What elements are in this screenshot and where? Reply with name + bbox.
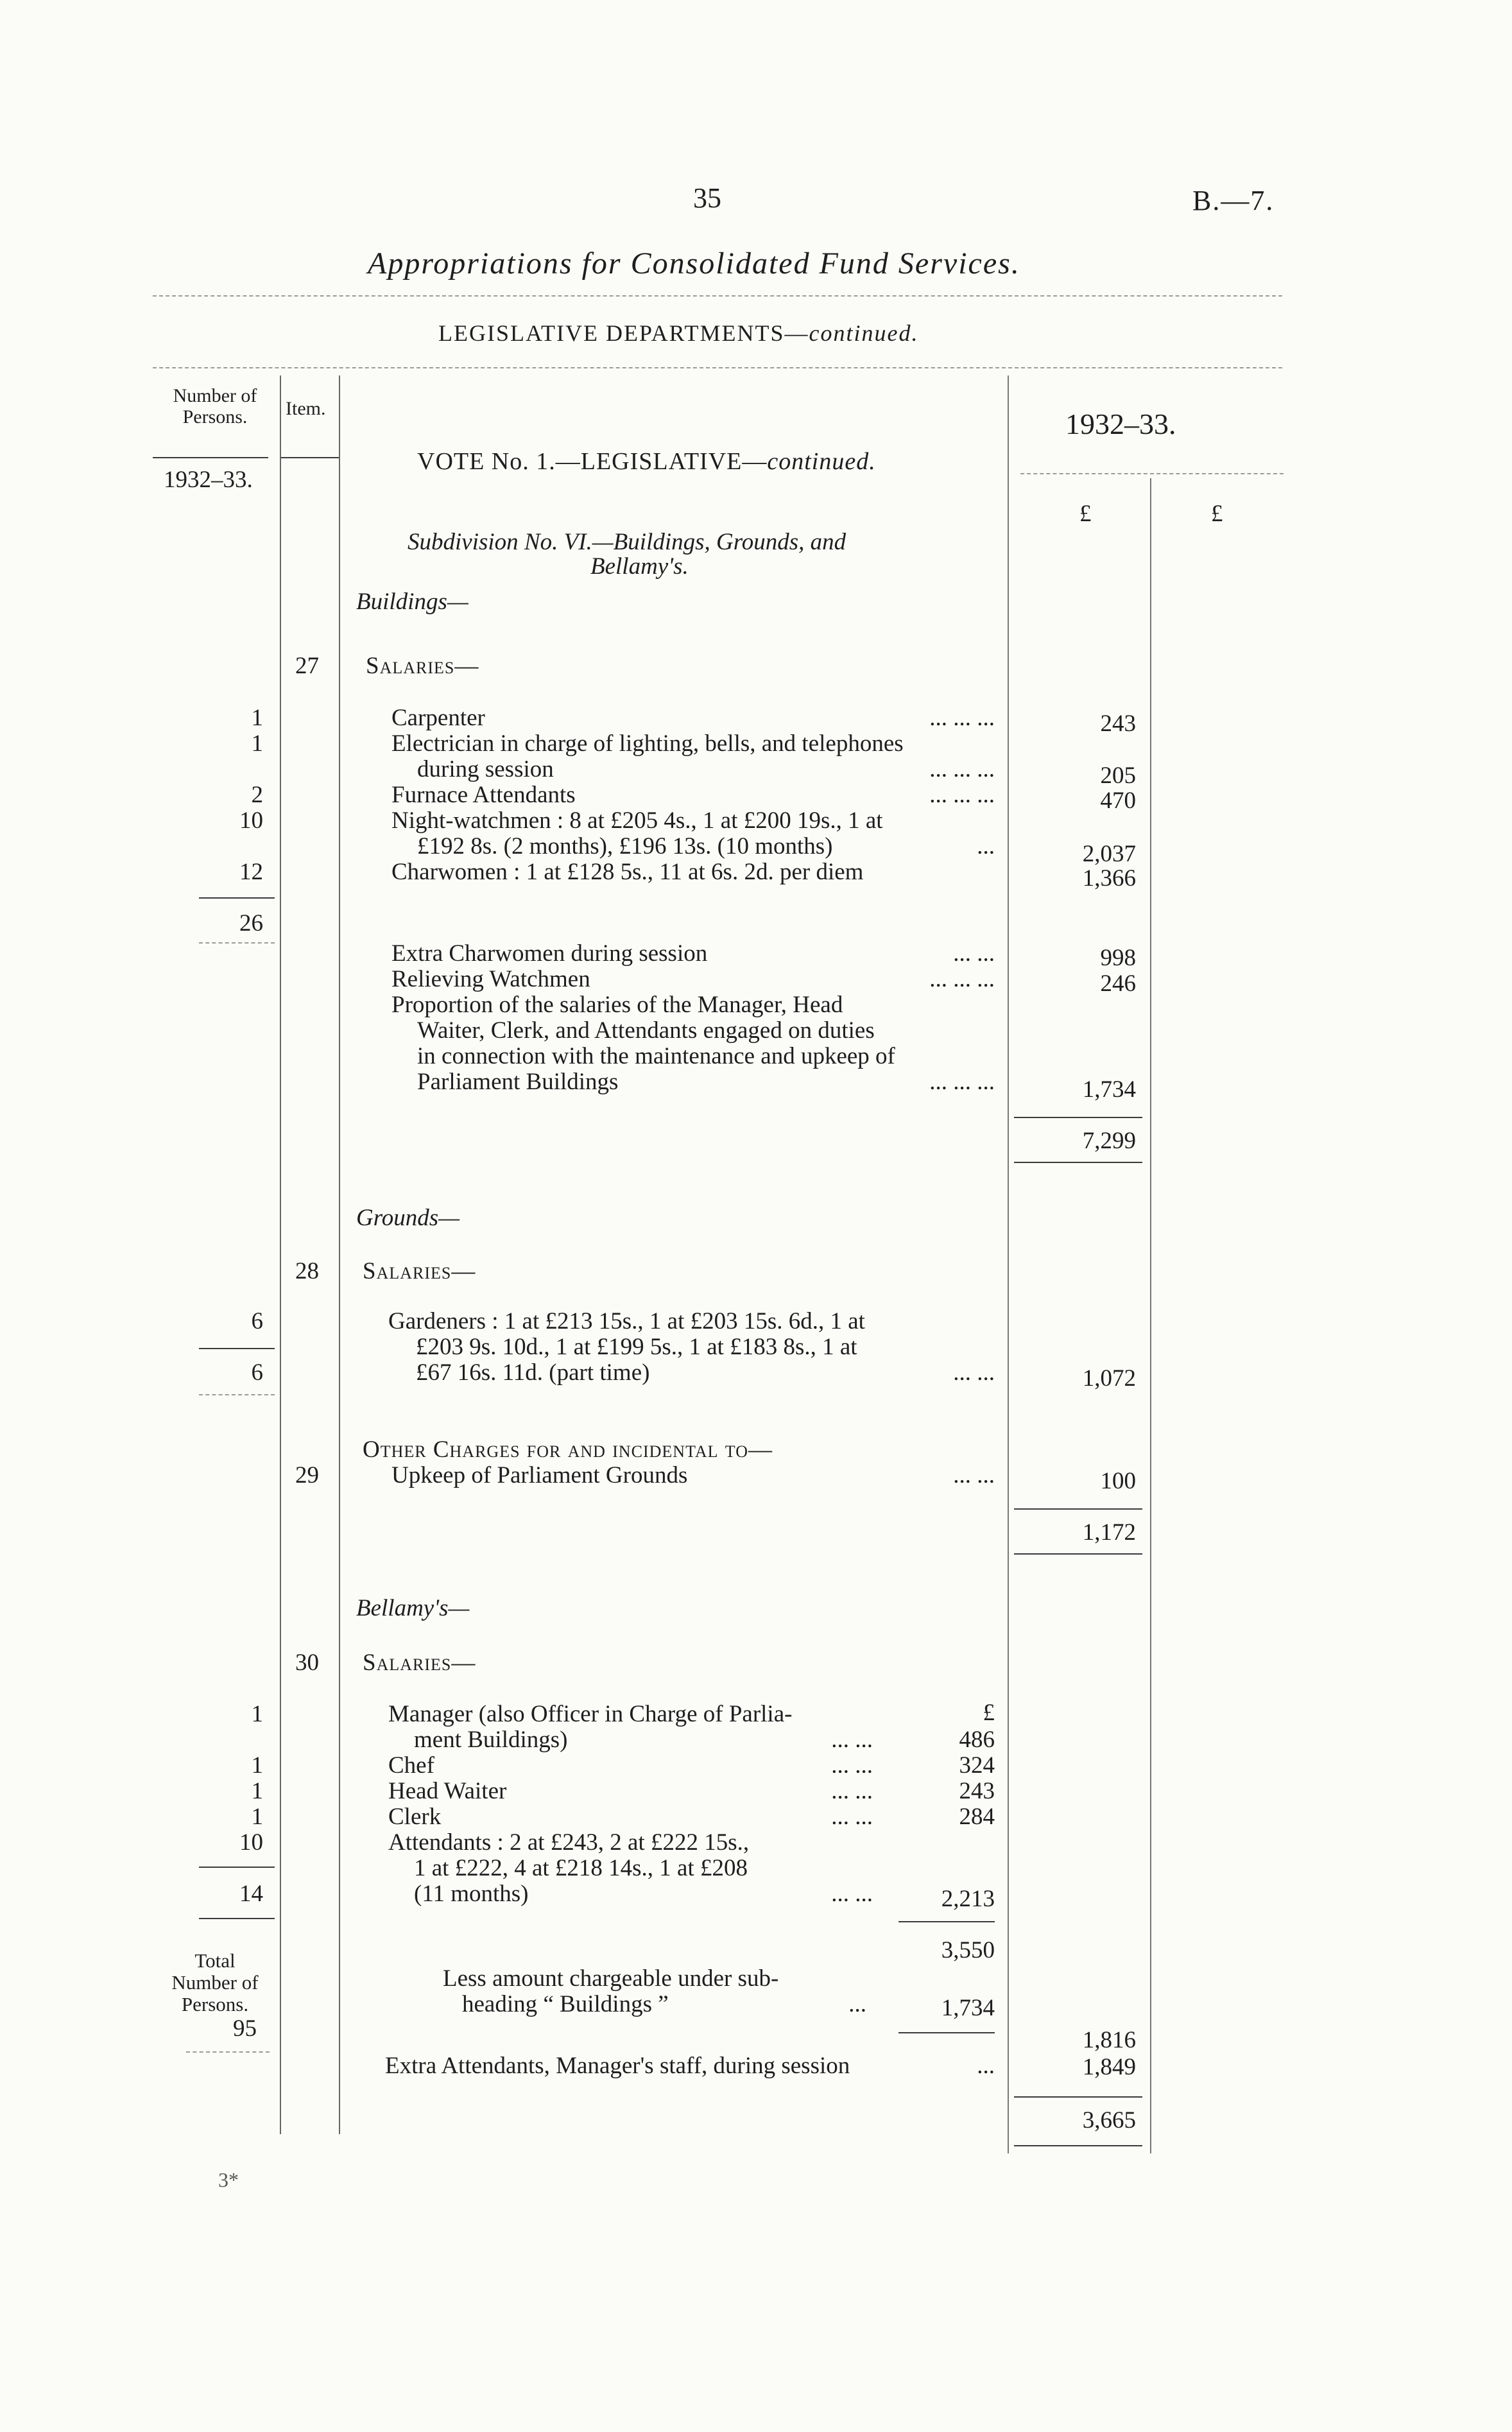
persons-count: 1 — [251, 1778, 263, 1804]
item-description: £67 16s. 11d. (part time) — [416, 1359, 650, 1386]
leader-dots: ... ... — [831, 1778, 873, 1804]
subdivision-heading-line2: Bellamy's. — [590, 553, 689, 580]
leader-dots: ... — [977, 833, 995, 859]
item-description: (11 months) — [414, 1881, 529, 1907]
persons-count: 1 — [251, 1752, 263, 1779]
persons-count: 1 — [251, 730, 263, 757]
item-description: during session — [417, 756, 554, 782]
leader-dots: ... ... ... — [929, 705, 995, 731]
total-rule — [1014, 2145, 1142, 2146]
item-number-28: 28 — [295, 1258, 319, 1284]
amount: 246 — [1100, 970, 1136, 997]
salaries-label: Salaries— — [366, 653, 479, 679]
extra-attendants-text: Extra Attendants, Manager's staff, during session — [385, 2053, 850, 2079]
persons-count: 1 — [251, 705, 263, 731]
less-amount: 1,734 — [941, 1995, 995, 2021]
amount: 470 — [1100, 788, 1136, 814]
item-number-27: 27 — [295, 653, 319, 679]
item-number-30: 30 — [295, 1650, 319, 1676]
persons-count: 6 — [251, 1308, 263, 1334]
buildings-total: 7,299 — [1082, 1128, 1136, 1154]
item-header: Item. — [286, 398, 326, 419]
vote-heading — [417, 447, 876, 476]
vote-heading-main: VOTE No. 1.—LEGISLATIVE— — [417, 448, 768, 475]
amount: 1,734 — [1082, 1076, 1136, 1103]
amount: 1,849 — [1082, 2054, 1136, 2080]
leader-dots: ... ... ... — [929, 966, 995, 992]
amount: 100 — [1100, 1468, 1136, 1494]
item-description: Carpenter — [391, 705, 485, 731]
section-heading — [438, 320, 918, 347]
item-description: £192 8s. (2 months), £196 13s. (10 months) — [417, 833, 833, 859]
leader-dots: ... ... ... — [929, 756, 995, 782]
leader-dots: ... ... — [953, 1462, 995, 1488]
less-amount-line1: Less amount chargeable under sub- — [443, 1965, 779, 1992]
item-description: Gardeners : 1 at £213 15s., 1 at £203 15s. 6d., 1 at — [388, 1308, 865, 1334]
item-description: Waiter, Clerk, and Attendants engaged on duties — [417, 1017, 875, 1044]
persons-rule — [199, 1918, 275, 1919]
page-number: 35 — [693, 182, 721, 214]
amount: 324 — [959, 1752, 995, 1779]
total-persons-label-2: Number of — [171, 1971, 259, 1994]
item-description: Furnace Attendants — [391, 782, 576, 808]
item-description: Chef — [388, 1752, 434, 1779]
leader-dots: ... ... ... — [929, 782, 995, 808]
persons-rule — [199, 1348, 275, 1349]
less-amount-line2: heading “ Buildings ” — [462, 1991, 669, 2017]
amount: 1,366 — [1082, 865, 1136, 892]
leader-dots: ... — [977, 2053, 995, 2079]
amount: 2,037 — [1082, 841, 1136, 867]
amount: 243 — [1100, 711, 1136, 737]
rule — [281, 457, 340, 458]
total-rule — [1014, 2096, 1142, 2098]
total-rule — [1014, 1162, 1142, 1163]
net-rule — [898, 2032, 995, 2033]
amount: 998 — [1100, 945, 1136, 971]
total-persons: 95 — [233, 2015, 257, 2042]
amount: 1,072 — [1082, 1365, 1136, 1392]
amount: 2,213 — [941, 1886, 995, 1912]
number-of-persons-header: Number of Persons. — [173, 385, 257, 427]
section-heading-continued: continued. — [809, 320, 919, 346]
leader-dots: ... ... ... — [929, 1069, 995, 1095]
amount: 243 — [959, 1778, 995, 1804]
persons-count: 1 — [251, 1804, 263, 1830]
persons-count: 1 — [251, 1701, 263, 1727]
rule — [153, 457, 268, 458]
item-description: Manager (also Officer in Charge of Parlia- — [388, 1701, 793, 1727]
persons-subtotal: 14 — [239, 1881, 263, 1907]
persons-subtotal: 6 — [251, 1359, 263, 1386]
subtotal-rule — [898, 1921, 995, 1922]
item-description: Night-watchmen : 8 at £205 4s., 1 at £200 19s., 1 at — [391, 807, 883, 834]
item-number-29: 29 — [295, 1462, 319, 1488]
item-description: ment Buildings) — [414, 1727, 568, 1753]
printer-signature-mark: 3* — [218, 2168, 239, 2191]
total-rule — [1014, 1508, 1142, 1510]
item-description: £203 9s. 10d., 1 at £199 5s., 1 at £183 8s., 1 at — [416, 1334, 857, 1360]
item-description: Parliament Buildings — [417, 1069, 619, 1095]
persons-count: 10 — [239, 1829, 263, 1856]
item-description: Relieving Watchmen — [391, 966, 590, 992]
grounds-heading: Grounds— — [356, 1205, 460, 1231]
leader-dots: ... ... — [953, 940, 995, 967]
item-description: Electrician in charge of lighting, bells, and telephones — [391, 730, 904, 757]
item-description: Proportion of the salaries of the Manager, Head — [391, 992, 843, 1018]
grounds-total: 1,172 — [1082, 1519, 1136, 1546]
persons-year-header: 1932–33. — [164, 467, 253, 493]
pound-column-2: £ — [1211, 501, 1223, 527]
item-description: Attendants : 2 at £243, 2 at £222 15s., — [388, 1829, 750, 1856]
section-heading-main: LEGISLATIVE DEPARTMENTS— — [438, 320, 809, 346]
persons-count: 10 — [239, 807, 263, 834]
total-persons-label-1: Total — [194, 1949, 236, 1972]
leader-dots: ... ... — [831, 1804, 873, 1830]
leader-dots: ... — [848, 1991, 866, 2017]
leader-dots: ... ... — [831, 1727, 873, 1753]
leader-dots: ... ... — [953, 1359, 995, 1386]
vote-heading-continued: continued. — [767, 448, 876, 475]
document-reference: B.—7. — [1192, 185, 1275, 216]
item-description: Extra Charwomen during session — [391, 940, 708, 967]
total-rule — [1014, 1553, 1142, 1555]
item-description: Head Waiter — [388, 1778, 507, 1804]
salaries-label: Salaries— — [363, 1650, 476, 1676]
persons-count: 12 — [239, 859, 263, 885]
amount: 486 — [959, 1727, 995, 1753]
bellamys-heading: Bellamy's— — [356, 1595, 470, 1621]
subdivision-heading-line1: Subdivision No. VI.—Buildings, Grounds, and — [408, 529, 846, 555]
bellamys-net: 1,816 — [1082, 2027, 1136, 2053]
persons-rule — [199, 897, 275, 899]
persons-rule — [199, 1867, 275, 1868]
salaries-label: Salaries— — [363, 1258, 476, 1284]
item-description: in connection with the maintenance and upkeep of — [417, 1043, 895, 1069]
total-rule — [1014, 1117, 1142, 1118]
page-title: Appropriations for Consolidated Fund Services. — [368, 246, 1020, 280]
amount: 284 — [959, 1804, 995, 1830]
total-persons-label-3: Persons. — [181, 1993, 249, 2015]
item-description: 1 at £222, 4 at £218 14s., 1 at £208 — [414, 1855, 748, 1881]
other-charges-label: Other Charges for and incidental to— — [363, 1436, 773, 1463]
item-description: Upkeep of Parliament Grounds — [391, 1462, 688, 1488]
amount: 205 — [1100, 763, 1136, 789]
leader-dots: ... ... — [831, 1752, 873, 1779]
persons-subtotal: 26 — [239, 910, 263, 936]
total-persons-label — [160, 1950, 270, 2015]
pound-sign: £ — [983, 1700, 995, 1726]
item-description: Clerk — [388, 1804, 442, 1830]
buildings-heading: Buildings— — [356, 589, 468, 615]
estimate-year-header: 1932–33. — [1065, 408, 1176, 440]
bellamys-total: 3,665 — [1082, 2107, 1136, 2134]
item-description: Charwomen : 1 at £128 5s., 11 at 6s. 2d. per diem — [391, 859, 864, 885]
pound-column-1: £ — [1079, 501, 1092, 527]
persons-count: 2 — [251, 782, 263, 808]
leader-dots: ... ... — [831, 1881, 873, 1907]
bellamys-subtotal: 3,550 — [941, 1937, 995, 1963]
